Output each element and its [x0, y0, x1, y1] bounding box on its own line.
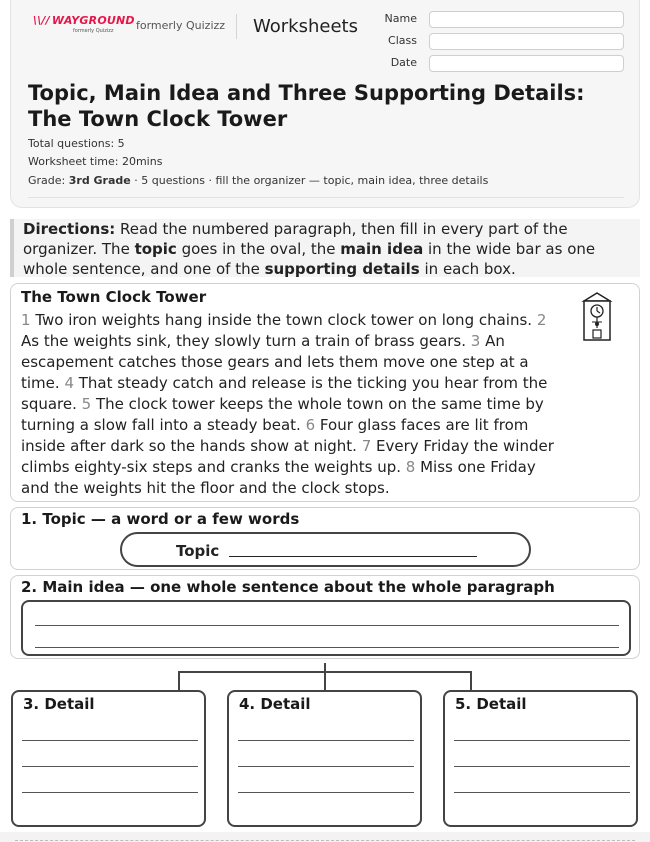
directions-bold: topic	[134, 240, 177, 258]
sentence-number: 6	[305, 416, 316, 434]
reading-passage	[10, 283, 640, 502]
section-title: Worksheets	[253, 16, 358, 37]
detail-answer-line[interactable]	[454, 766, 630, 767]
date-field[interactable]	[429, 55, 624, 72]
sentence-number: 8	[405, 458, 416, 476]
topic-section	[10, 507, 640, 570]
detail-answer-line[interactable]	[454, 740, 630, 741]
sentence-number: 3	[470, 332, 481, 350]
worksheet-title: Topic, Main Idea and Three Supporting Details: The Town Clock Tower	[28, 81, 585, 131]
passage-title: The Town Clock Tower	[21, 288, 207, 306]
topic-oval-label: Topic	[176, 542, 220, 560]
main-idea-section	[10, 575, 640, 659]
detail-box-4[interactable]	[227, 690, 422, 827]
detail-title: 4. Detail	[239, 695, 311, 713]
directions-label: Directions:	[23, 220, 116, 238]
directions	[10, 219, 640, 277]
worksheet-header	[10, 0, 640, 208]
sentence: Miss one Friday and the weights hit the floor and the clock stops.	[21, 458, 536, 497]
detail-answer-line[interactable]	[238, 766, 414, 767]
connector-drop-left	[178, 671, 180, 690]
sentence: Two iron weights hang inside the town clock tower on long chains.	[30, 311, 537, 329]
clock-tower-icon	[581, 292, 613, 342]
connector-drop-right	[470, 671, 472, 690]
grade-value: 3rd Grade	[68, 174, 131, 187]
main-idea-answer-line[interactable]	[35, 625, 619, 626]
header-rule	[28, 197, 624, 198]
sentence: Every Friday the winder climbs eighty-six steps and cranks the weights up.	[21, 437, 554, 476]
topic-question-title: 1. Topic — a word or a few words	[21, 510, 300, 528]
name-label: Name	[384, 12, 417, 25]
sentence-number: 1	[21, 311, 31, 329]
class-field[interactable]	[429, 33, 624, 50]
sentence-number: 2	[536, 311, 547, 329]
class-label: Class	[388, 34, 417, 47]
directions-text: in each box.	[419, 260, 516, 278]
cut-line	[15, 840, 635, 841]
sentence: The clock tower keeps the whole town on the same time by turning a slow fall into a steady beat.	[21, 395, 544, 434]
directions-bold: supporting details	[264, 260, 420, 278]
directions-text: Read the numbered paragraph, then fill in every part of the organizer. The	[23, 220, 568, 258]
detail-title: 5. Detail	[455, 695, 527, 713]
sentence: Four glass faces are lit from inside after dark so the hands show at night.	[21, 416, 529, 455]
sentence-number: 7	[361, 437, 372, 455]
main-idea-answer-line[interactable]	[35, 647, 619, 648]
directions-bold: main idea	[340, 240, 424, 258]
detail-answer-line[interactable]	[238, 792, 414, 793]
detail-box-3[interactable]	[11, 690, 206, 827]
detail-answer-line[interactable]	[22, 766, 198, 767]
directions-text: in the wide bar as one whole sentence, and one of the	[23, 240, 596, 278]
topic-answer-line[interactable]	[229, 556, 477, 557]
sentence: An escapement catches those gears and lets them move one step at a time.	[21, 332, 529, 392]
grade-line	[28, 174, 488, 187]
grade-label: Grade:	[28, 174, 69, 187]
sentence-number: 4	[64, 374, 74, 392]
main-idea-question-title: 2. Main idea — one whole sentence about the whole paragraph	[21, 578, 555, 596]
detail-answer-line[interactable]	[22, 740, 198, 741]
connector-drop-middle	[324, 671, 326, 690]
wayground-logo-icon: \\//	[33, 14, 50, 27]
date-label: Date	[390, 56, 417, 69]
sentence-number: 5	[81, 395, 92, 413]
topic-oval[interactable]	[120, 532, 531, 567]
formerly-label: formerly Quizizz	[136, 19, 226, 32]
directions-text: goes in the oval, the	[176, 240, 341, 258]
brand-name: WAYGROUND	[51, 14, 135, 27]
sentence: That steady catch and release is the ticking you hear from the square.	[21, 374, 548, 413]
detail-answer-line[interactable]	[238, 740, 414, 741]
passage-text	[21, 310, 566, 499]
detail-answer-line[interactable]	[454, 792, 630, 793]
detail-box-5[interactable]	[443, 690, 638, 827]
detail-title: 3. Detail	[23, 695, 95, 713]
name-field[interactable]	[429, 11, 624, 28]
header-divider	[236, 14, 237, 39]
grade-details: · 5 questions · fill the organizer — topic, main idea, three details	[130, 174, 489, 187]
detail-answer-line[interactable]	[22, 792, 198, 793]
sentence: As the weights sink, they slowly turn a train of brass gears.	[21, 332, 471, 350]
total-questions: Total questions: 5	[28, 137, 125, 150]
brand-logo	[33, 14, 135, 34]
worksheet-time: Worksheet time: 20mins	[28, 155, 163, 168]
brand-subtitle: formerly Quizizz	[73, 28, 114, 34]
main-idea-bar[interactable]	[21, 600, 631, 656]
